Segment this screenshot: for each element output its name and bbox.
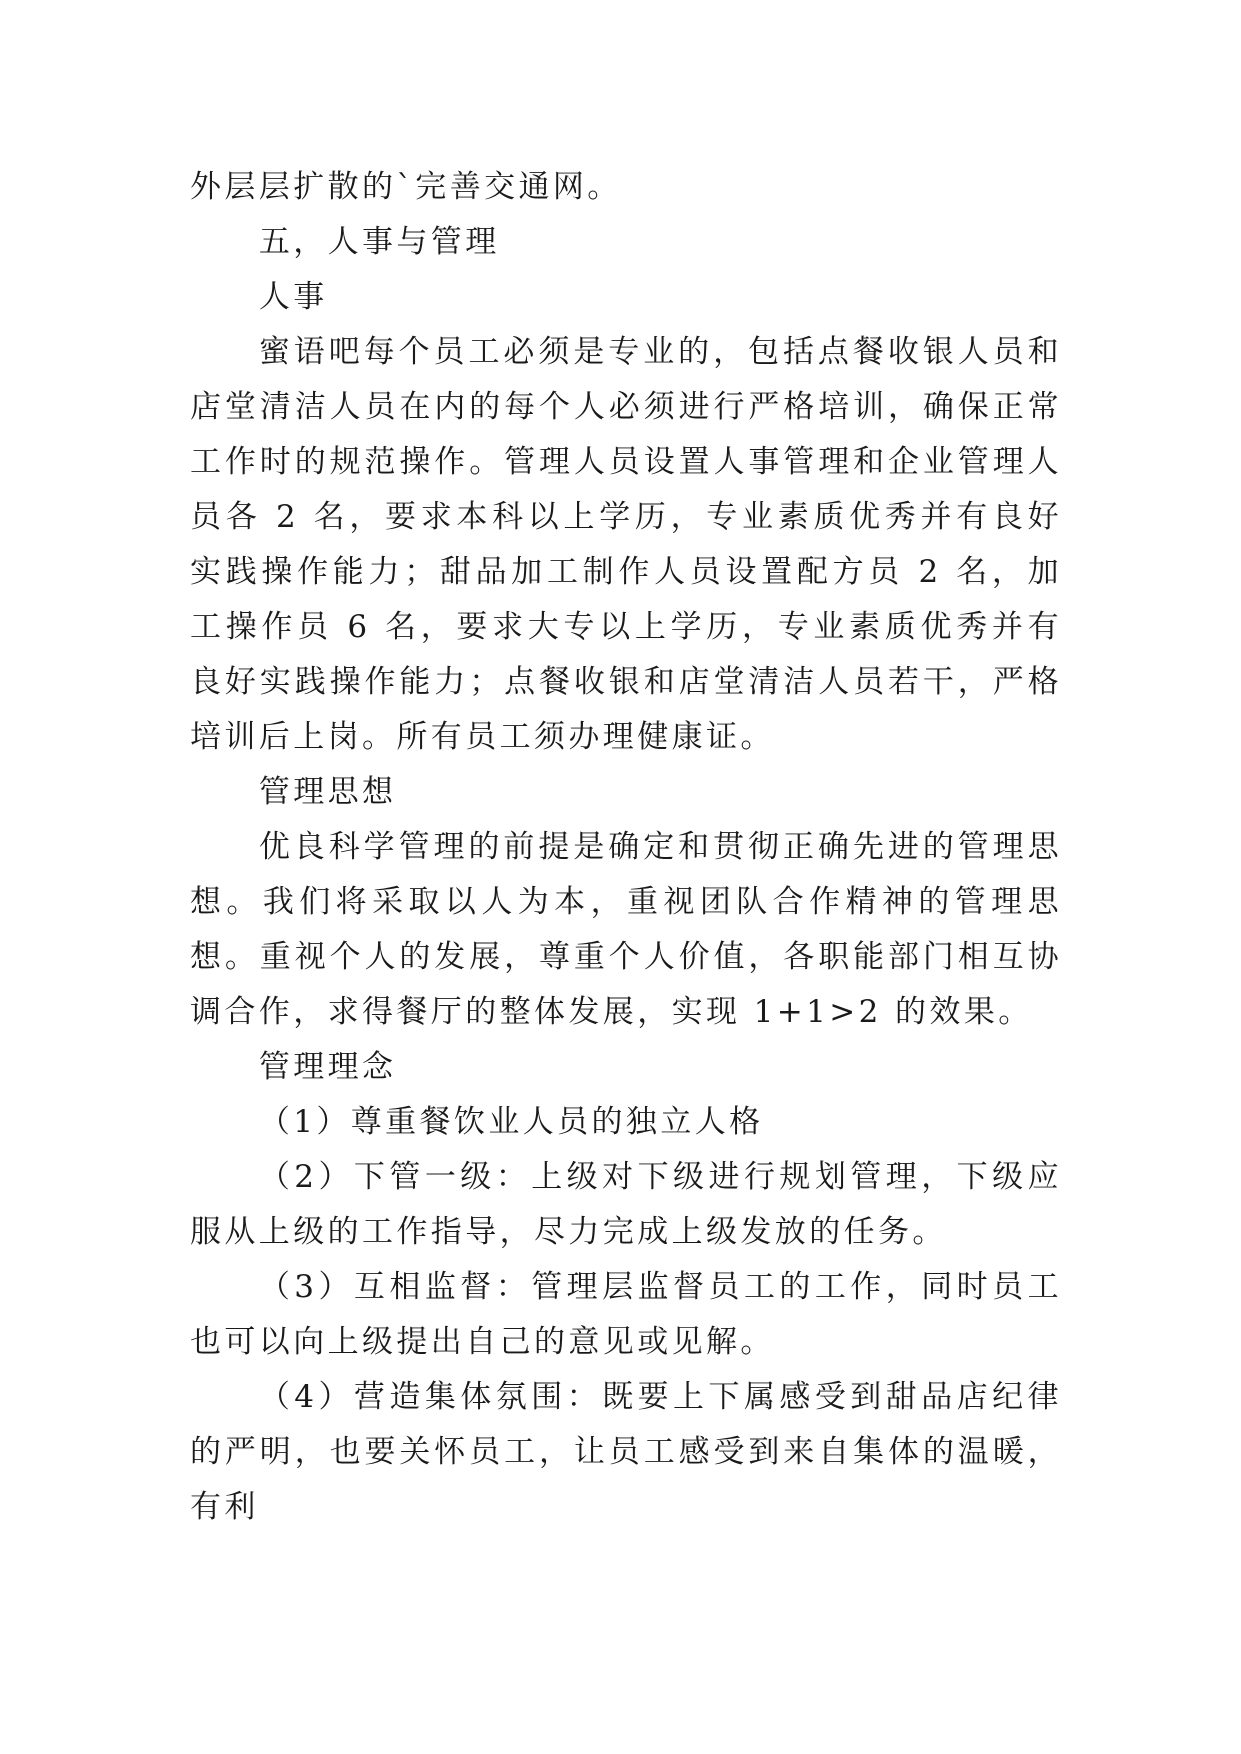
list-item-1: （1）尊重餐饮业人员的独立人格 — [258, 1104, 764, 1140]
subheading-management-philosophy: 管理理念 — [258, 1049, 397, 1085]
document-body — [190, 160, 1062, 1535]
subheading-personnel: 人事 — [258, 279, 328, 315]
list-item-2: （2）下管一级：上级对下级进行规划管理，下级应服从上级的工作指导，尽力完成上级发放的任务。 — [190, 1159, 1062, 1250]
subheading-management-thought: 管理思想 — [258, 774, 397, 810]
list-item-4: （4）营造集体氛围：既要上下属感受到甜品店纪律的严明，也要关怀员工，让员工感受到来自集体的温暖，有利 — [190, 1379, 1062, 1525]
section-heading-personnel-management: 五，人事与管理 — [258, 224, 500, 260]
list-item-3: （3）互相监督：管理层监督员工的工作，同时员工也可以向上级提出自己的意见或见解。 — [190, 1269, 1062, 1360]
paragraph-personnel: 蜜语吧每个员工必须是专业的，包括点餐收银人员和店堂清洁人员在内的每个人必须进行严格培训，确保正常工作时的规范操作。管理人员设置人事管理和企业管理人员各 2 名，要求本科以上学历，专业素质优秀并有良好实践操作能力；甜品加工制作人员设置配方员 2 名，加工操作员 6 名，要求大专以上学历，专业素质优秀并有良好实践操作能力；点餐收银和店堂清洁人员若干，严格培训后上岗。所有员工须办理健康证。 — [190, 334, 1062, 755]
paragraph-transport-network: 外层层扩散的`完善交通网。 — [190, 169, 622, 205]
paragraph-management-thought: 优良科学管理的前提是确定和贯彻正确先进的管理思想。我们将采取以人为本，重视团队合作精神的管理思想。重视个人的发展，尊重个人价值，各职能部门相互协调合作，求得餐厅的整体发展，实现 1+1>2 的效果。 — [190, 829, 1062, 1030]
